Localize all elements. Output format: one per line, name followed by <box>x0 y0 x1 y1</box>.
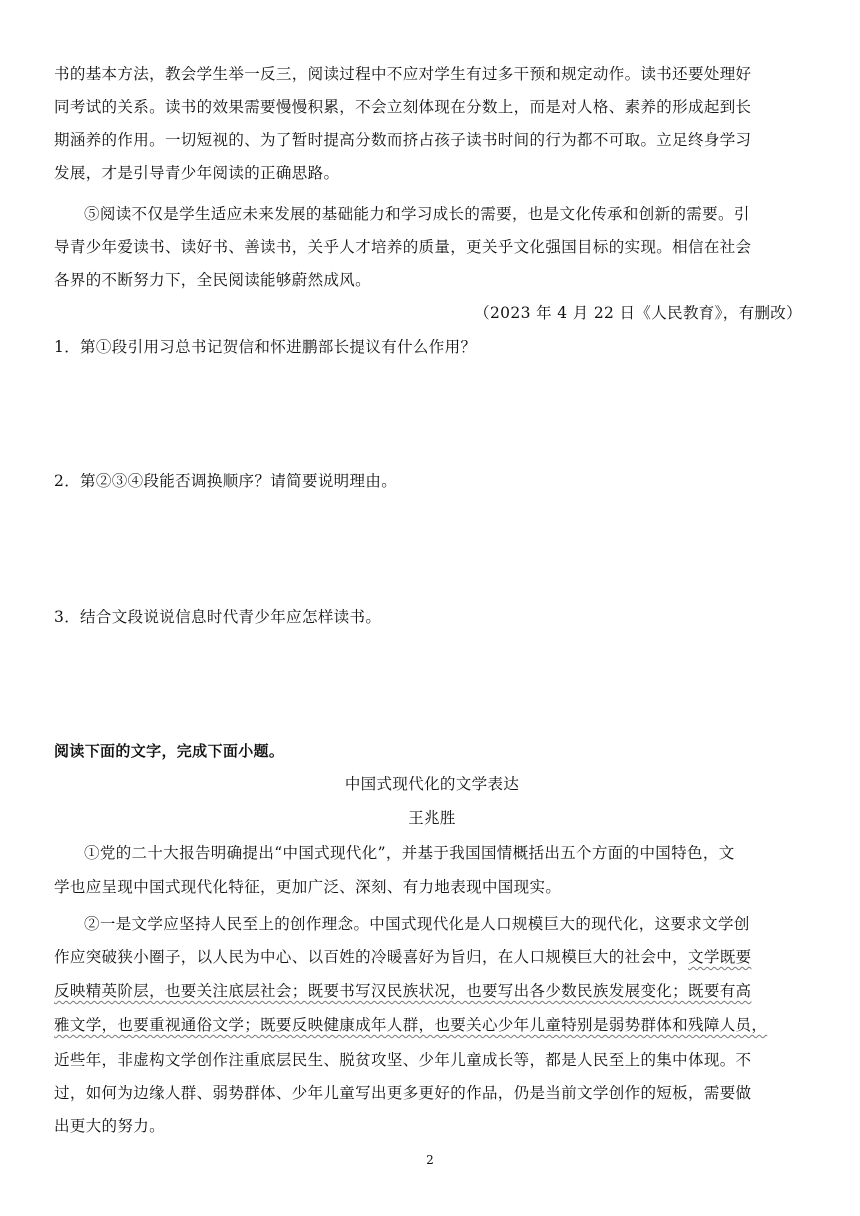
paragraph-4-line: 发展，才是引导青少年阅读的正确思路。 <box>54 164 340 182</box>
paragraph-4-line: 期涵养的作用。一切短视的、为了暂时提高分数而挤占孩子读书时间的行为都不可取。立足终身学习 <box>54 131 752 149</box>
source-citation: （2023 年 4 月 22 日《人民教育》，有删改） <box>474 304 802 322</box>
article-title: 中国式现代化的文学表达 <box>344 775 520 793</box>
paragraph-1-line: 学也应呈现中国式现代化特征，更加广泛、深刻、有力地表现中国现实。 <box>54 878 562 896</box>
wavy-underlined-text: 文学既要 <box>688 948 752 966</box>
paragraph-2-line: 出更大的努力。 <box>54 1117 165 1135</box>
paragraph-5-line: 导青少年爱读书、读好书、善读书，关乎人才培养的质量，更关乎文化强国目标的实现。相信在社会 <box>54 238 752 256</box>
question-3: 3．结合文段说说信息时代青少年应怎样读书。 <box>54 608 382 626</box>
paragraph-2-line: 过，如何为边缘人群、弱势群体、少年儿童写出更多更好的作品，仍是当前文学创作的短板，需要做 <box>54 1084 752 1102</box>
paragraph-2-line: 近些年，非虚构文学创作注重底层民生、脱贫攻坚、少年儿童成长等，都是人民至上的集中体现。不 <box>54 1051 752 1069</box>
paragraph-4-line: 书的基本方法，教会学生举一反三，阅读过程中不应对学生有过多干预和规定动作。读书还要处理好 <box>54 65 752 83</box>
paragraph-2-line <box>54 947 810 967</box>
paragraph-2-line: ②一是文学应坚持人民至上的创作理念。中国式现代化是人口规模巨大的现代化，这要求文学创 <box>84 915 750 933</box>
reading-instruction: 阅读下面的文字，完成下面小题。 <box>54 742 285 760</box>
paragraph-2-plain-text: 作应突破狭小圈子，以人民为中心、以百姓的冷暖喜好为旨归，在人口规模巨大的社会中， <box>54 948 689 966</box>
paragraph-1-line: ①党的二十大报告明确提出“中国式现代化”，并基于我国国情概括出五个方面的中国特色，文 <box>84 844 735 862</box>
wavy-underlined-text: 反映精英阶层，也要关注底层社会；既要书写汉民族状况，也要写出各少数民族发展变化；既要有高 <box>54 982 752 1000</box>
paragraph-5-line: 各界的不断努力下，全民阅读能够蔚然成风。 <box>54 271 372 289</box>
wavy-underlined-text: 雅文学，也要重视通俗文学；既要反映健康成年人群，也要关心少年儿童特别是弱势群体和残障人员， <box>54 1016 768 1034</box>
paragraph-5-line: ⑤阅读不仅是学生适应未来发展的基础能力和学习成长的需要，也是文化传承和创新的需要。引 <box>84 205 750 223</box>
question-2: 2．第②③④段能否调换顺序？请简要说明理由。 <box>54 472 398 490</box>
paragraph-2-line <box>54 981 810 1001</box>
paragraph-2-line <box>54 1015 810 1035</box>
page-number: 2 <box>426 1153 434 1167</box>
article-author: 王兆胜 <box>408 809 456 827</box>
paragraph-4-line: 同考试的关系。读书的效果需要慢慢积累，不会立刻体现在分数上，而是对人格、素养的形成起到长 <box>54 98 752 116</box>
question-1: 1．第①段引用习总书记贺信和怀进鹏部长提议有什么作用？ <box>54 338 477 356</box>
